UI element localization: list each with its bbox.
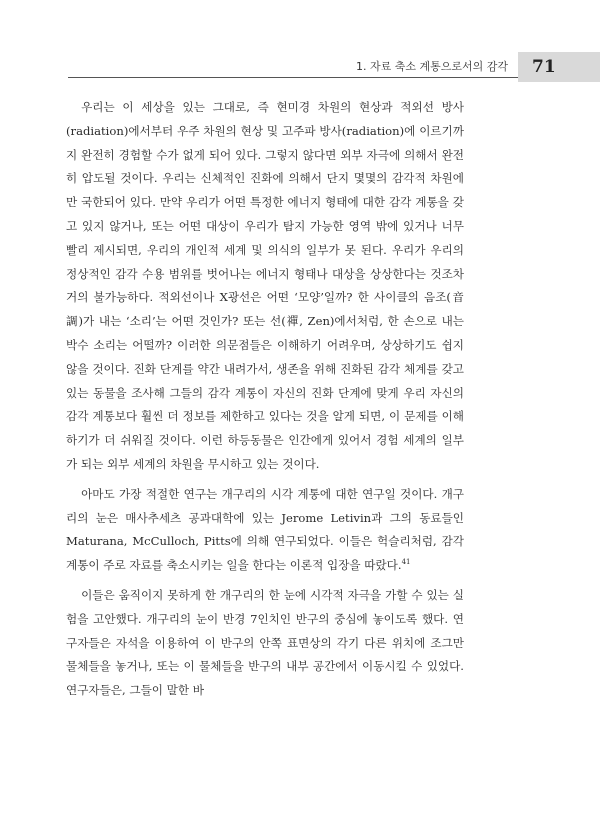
header-rule — [68, 77, 518, 78]
paragraph-2-text: 아마도 가장 적절한 연구는 개구리의 시각 계통에 대한 연구일 것이다. 개구리의 눈은 매사추세츠 공과대학에 있는 Jerome Letivin과 그의 동료들인 Maturana, McCulloch, Pitts에 의해 연구되었다. 이들은 헉슬리처럼, 감각 계통이 주로 자료를 축소시키는 일을 한다는 이론적 입장을 따랐다. — [66, 486, 464, 573]
paragraph-1 — [66, 96, 464, 477]
paragraph-3 — [66, 584, 464, 703]
paragraph-1-text: 우리는 이 세상을 있는 그대로, 즉 현미경 차원의 현상과 적외선 방사(radiation)에서부터 우주 차원의 현상 및 고주파 방사(radiation)에 이르기까지 완전히 경험할 수가 없게 되어 있다. 그렇지 않다면 외부 자극에 의해서 완전히 압도될 것이다. 우리는 신체적인 진화에 의해서 단지 몇몇의 감각적 차원에만 국한되어 있다. 만약 우리가 어떤 특정한 에너지 형태에 대한 감각 계통을 갖고 있지 않거나, 또는 어떤 대상이 우리가 탐지 가능한 영역 밖에 있거나 너무 빨리 제시되면, 우리의 개인적 세계 및 의식의 일부가 못 된다. 우리가 우리의 정상적인 감각 수용 범위를 벗어나는 에너지 형태나 대상을 상상한다는 것조차 거의 불가능하다. 적외선이나 X광선은 어떤 ‘모양’일까? 한 사이클의 음조(音調)가 내는 ‘소리’는 어떤 것인가? 또는 선(禪, Zen)에서처럼, 한 손으로 내는 박수 소리는 어떨까? 이러한 의문점들은 이해하기 어려우며, 상상하기도 쉽지 않을 것이다. 진화 단계를 약간 내려가서, 생존을 위해 진화된 감각 체계를 갖고 있는 동물을 조사해 그들의 감각 계통이 자신의 진화 단계에 맞게 우리 자신의 감각 계통보다 훨씬 더 정보를 제한하고 있다는 것을 알게 되면, 이 문제를 이해하기가 더 쉬워질 것이다. 이런 하등동물은 인간에게 있어서 경험 세계의 일부가 되는 외부 세계의 차원을 무시하고 있는 것이다. — [66, 100, 464, 471]
paragraph-3-text: 이들은 움직이지 못하게 한 개구리의 한 눈에 시각적 자극을 가할 수 있는 실험을 고안했다. 개구리의 눈이 반경 7인치인 반구의 중심에 놓이도록 했다. 연구자들은 자석을 이용하여 이 반구의 안쪽 표면상의 각기 다른 위치에 조그만 물체들을 놓거나, 또는 이 물체들을 반구의 내부 공간에서 이동시킬 수 있었다. 연구자들은, 그들이 말한 바 — [66, 587, 464, 698]
body-text — [66, 96, 464, 703]
footnote-marker: 41 — [401, 558, 411, 567]
page-header — [68, 52, 600, 78]
paragraph-2 — [66, 483, 464, 578]
page-number-box — [518, 52, 600, 82]
page-number: 71 — [532, 57, 556, 77]
running-title: 1. 자료 축소 계통으로서의 감각 — [356, 60, 508, 73]
